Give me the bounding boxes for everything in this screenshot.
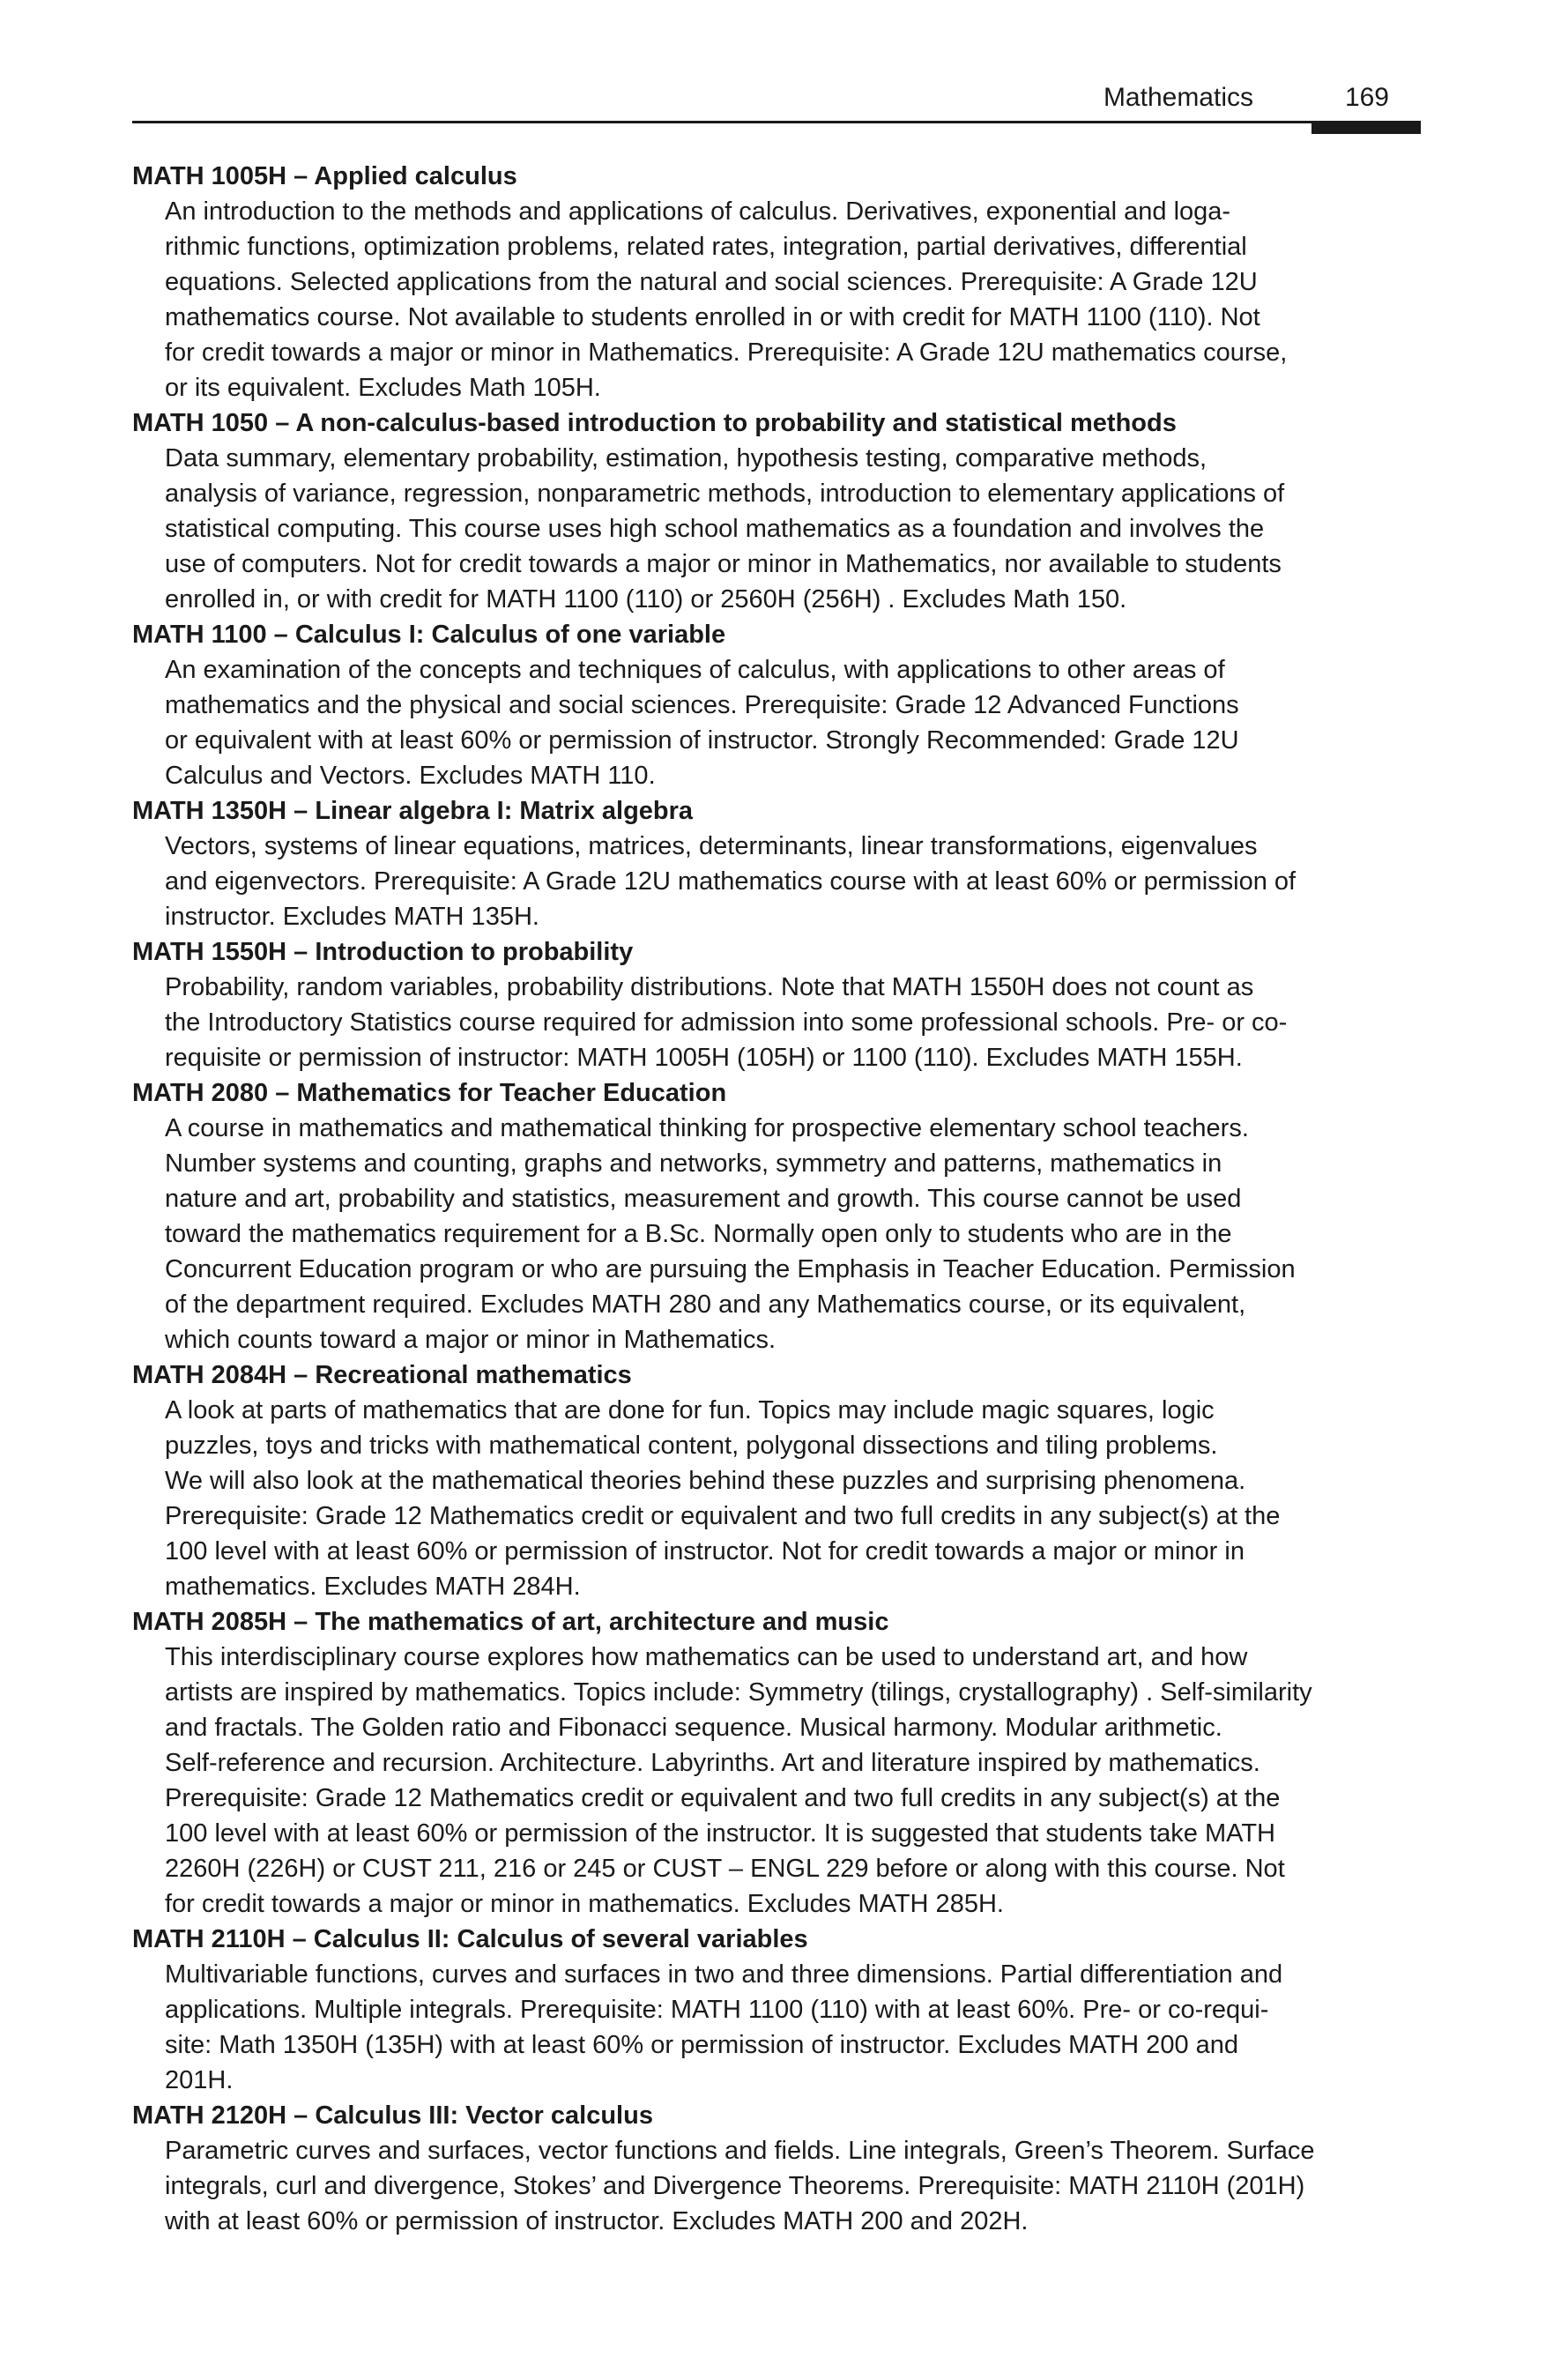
description-line: toward the mathematics requirement for a B.Sc. Normally open only to students who are in the — [165, 1220, 1232, 1248]
course-entry — [132, 1357, 1428, 1604]
description-line: A course in mathematics and mathematical thinking for prospective elementary school teachers. — [165, 1114, 1249, 1142]
course-description — [132, 194, 1428, 405]
description-line: Prerequisite: Grade 12 Mathematics credit or equivalent and two full credits in any subject(s) at the — [165, 1784, 1281, 1812]
course-title: MATH 1550H – Introduction to probability — [132, 938, 634, 966]
description-line: 100 level with at least 60% or permission of instructor. Not for credit towards a major or minor in — [165, 1537, 1245, 1566]
course-title: MATH 1005H – Applied calculus — [132, 162, 517, 190]
description-line: for credit towards a major or minor in Mathematics. Prerequisite: A Grade 12U mathematics course, — [165, 338, 1288, 367]
course-description — [132, 970, 1428, 1075]
description-line: and fractals. The Golden ratio and Fibonacci sequence. Musical harmony. Modular arithmetic. — [165, 1714, 1222, 1742]
description-line: use of computers. Not for credit towards a major or minor in Mathematics, nor available to students — [165, 550, 1282, 578]
description-line: mathematics. Excludes MATH 284H. — [165, 1573, 581, 1601]
description-line: An introduction to the methods and applications of calculus. Derivatives, exponential and loga- — [165, 197, 1231, 226]
course-title: MATH 2120H – Calculus III: Vector calculus — [132, 2101, 653, 2130]
course-title: MATH 2084H – Recreational mathematics — [132, 1361, 632, 1389]
header-rule — [132, 121, 1421, 123]
description-line: and eigenvectors. Prerequisite: A Grade 12U mathematics course with at least 60% or permission of — [165, 867, 1297, 896]
course-entry — [132, 934, 1428, 1075]
description-line: enrolled in, or with credit for MATH 1100 (110) or 2560H (256H) . Excludes Math 150. — [165, 585, 1127, 614]
description-line: for credit towards a major or minor in mathematics. Excludes MATH 285H. — [165, 1890, 1004, 1918]
description-line: We will also look at the mathematical theories behind these puzzles and surprising phenomena. — [165, 1467, 1246, 1495]
course-title: MATH 1050 – A non-calculus-based introduction to probability and statistical methods — [132, 409, 1177, 437]
course-description — [132, 652, 1428, 793]
description-line: Self-reference and recursion. Architecture. Labyrinths. Art and literature inspired by mathematics. — [165, 1749, 1260, 1777]
description-line: Multivariable functions, curves and surfaces in two and three dimensions. Partial differentiation and — [165, 1960, 1283, 1989]
course-description — [132, 2133, 1428, 2239]
header-tab-bar — [1312, 122, 1421, 134]
description-line: artists are inspired by mathematics. Topics include: Symmetry (tilings, crystallography) . Self-similarity — [165, 1678, 1312, 1707]
description-line: requisite or permission of instructor: MATH 1005H (105H) or 1100 (110). Excludes MATH 155H. — [165, 1044, 1243, 1072]
course-description — [132, 1640, 1428, 1922]
description-line: analysis of variance, regression, nonparametric methods, introduction to elementary applications of — [165, 480, 1285, 508]
course-title: MATH 2085H – The mathematics of art, architecture and music — [132, 1608, 889, 1636]
description-line: Number systems and counting, graphs and networks, symmetry and patterns, mathematics in — [165, 1149, 1222, 1178]
course-title: MATH 2080 – Mathematics for Teacher Education — [132, 1079, 727, 1107]
description-line: Prerequisite: Grade 12 Mathematics credit or equivalent and two full credits in any subject(s) at the — [165, 1502, 1281, 1530]
description-line: puzzles, toys and tricks with mathematical content, polygonal dissections and tiling problems. — [165, 1432, 1218, 1460]
description-line: Probability, random variables, probability distributions. Note that MATH 1550H does not count as — [165, 973, 1254, 1001]
description-line: 201H. — [165, 2066, 234, 2094]
description-line: integrals, curl and divergence, Stokes’ and Divergence Theorems. Prerequisite: MATH 2110H (201H) — [165, 2172, 1305, 2200]
description-line: Vectors, systems of linear equations, matrices, determinants, linear transformations, eigenvalues — [165, 832, 1258, 860]
description-line: applications. Multiple integrals. Prerequisite: MATH 1100 (110) with at least 60%. Pre- or co-requi- — [165, 1996, 1269, 2024]
course-entry — [132, 159, 1428, 405]
course-list — [132, 159, 1428, 2239]
description-line: or its equivalent. Excludes Math 105H. — [165, 374, 601, 402]
course-entry — [132, 793, 1428, 934]
course-entry — [132, 405, 1428, 617]
page-header — [132, 81, 1421, 134]
description-line: mathematics course. Not available to students enrolled in or with credit for MATH 1100 (110). Not — [165, 303, 1260, 331]
description-line: Data summary, elementary probability, estimation, hypothesis testing, comparative methods, — [165, 444, 1207, 472]
description-line: A look at parts of mathematics that are done for fun. Topics may include magic squares, logic — [165, 1396, 1215, 1424]
description-line: the Introductory Statistics course required for admission into some professional schools. Pre- or co- — [165, 1008, 1288, 1037]
description-line: nature and art, probability and statistics, measurement and growth. This course cannot be used — [165, 1185, 1242, 1213]
description-line: Concurrent Education program or who are pursuing the Emphasis in Teacher Education. Permission — [165, 1255, 1296, 1283]
course-description — [132, 441, 1428, 617]
course-description — [132, 1393, 1428, 1604]
description-line: Calculus and Vectors. Excludes MATH 110. — [165, 762, 656, 790]
course-title: MATH 2110H – Calculus II: Calculus of several variables — [132, 1925, 808, 1953]
course-description — [132, 1111, 1428, 1357]
course-description — [132, 1957, 1428, 2098]
course-title: MATH 1100 – Calculus I: Calculus of one variable — [132, 621, 726, 649]
description-line: of the department required. Excludes MATH 280 and any Mathematics course, or its equivalent, — [165, 1290, 1246, 1319]
description-line: mathematics and the physical and social sciences. Prerequisite: Grade 12 Advanced Functions — [165, 691, 1239, 719]
description-line: which counts toward a major or minor in Mathematics. — [165, 1326, 776, 1354]
description-line: with at least 60% or permission of instructor. Excludes MATH 200 and 202H. — [165, 2207, 1029, 2235]
description-line: An examination of the concepts and techniques of calculus, with applications to other areas of — [165, 656, 1225, 684]
course-entry — [132, 617, 1428, 793]
description-line: 2260H (226H) or CUST 211, 216 or 245 or CUST – ENGL 229 before or along with this course. Not — [165, 1855, 1285, 1883]
description-line: or equivalent with at least 60% or permission of instructor. Strongly Recommended: Grade 12U — [165, 726, 1239, 755]
course-entry — [132, 1604, 1428, 1922]
course-entry — [132, 1922, 1428, 2098]
description-line: site: Math 1350H (135H) with at least 60% or permission of instructor. Excludes MATH 200 and — [165, 2031, 1239, 2059]
course-entry — [132, 1075, 1428, 1357]
description-line: This interdisciplinary course explores how mathematics can be used to understand art, and how — [165, 1643, 1248, 1671]
description-line: 100 level with at least 60% or permission of the instructor. It is suggested that students take MATH — [165, 1819, 1275, 1848]
course-entry — [132, 2098, 1428, 2239]
description-line: equations. Selected applications from the natural and social sciences. Prerequisite: A Grade 12U — [165, 268, 1258, 296]
page-number: 169 — [1344, 83, 1389, 112]
course-title: MATH 1350H – Linear algebra I: Matrix algebra — [132, 797, 694, 825]
description-line: Parametric curves and surfaces, vector functions and fields. Line integrals, Green’s Theorem. Surface — [165, 2137, 1315, 2165]
description-line: statistical computing. This course uses high school mathematics as a foundation and involves the — [165, 515, 1265, 543]
description-line: instructor. Excludes MATH 135H. — [165, 903, 539, 931]
description-line: rithmic functions, optimization problems, related rates, integration, partial derivatives, differential — [165, 233, 1247, 261]
course-description — [132, 829, 1428, 934]
running-section-title: Mathematics — [1103, 83, 1253, 112]
